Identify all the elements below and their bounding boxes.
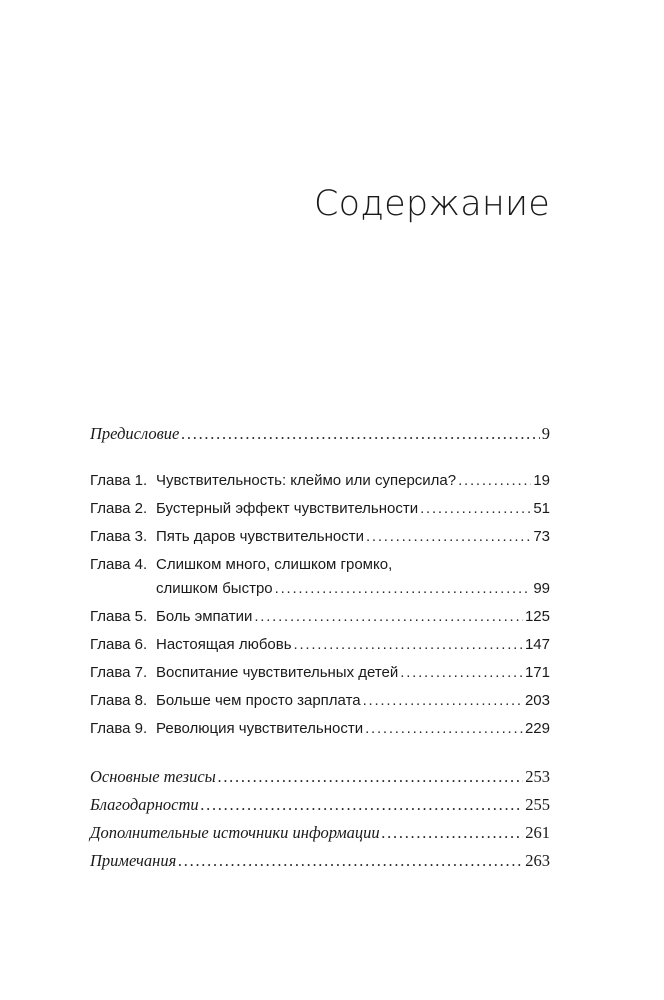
leader-dots (275, 577, 532, 601)
leader-dots (420, 497, 531, 521)
toc-entry-chapter-6[interactable] (90, 629, 550, 657)
toc-entry-title: Дополнительные источники информации (90, 823, 380, 842)
toc-entry-title: Примечания (90, 851, 177, 870)
chapter-label: Глава 7. (90, 664, 148, 681)
toc-entry-chapter-9[interactable] (90, 713, 550, 741)
chapter-page: 147 (524, 636, 550, 653)
leader-dots (458, 469, 531, 493)
toc-entry-notes[interactable] (90, 845, 550, 873)
chapter-title: Больше чем просто зарплата (156, 692, 361, 709)
toc-entry-resources[interactable] (90, 817, 550, 845)
toc-entry-chapter-8[interactable] (90, 685, 550, 713)
toc-entry-title: Благодарности (90, 795, 199, 814)
chapter-title-line-1: Слишком много, слишком громко, (156, 556, 393, 573)
leader-dots (294, 633, 523, 657)
leader-dots (218, 765, 523, 789)
chapter-page: 99 (533, 580, 550, 597)
chapter-label: Глава 8. (90, 692, 148, 709)
chapter-label: Глава 5. (90, 608, 148, 625)
chapter-title: Чувствительность: клеймо или суперсила? (156, 472, 457, 489)
chapter-title-line-2: слишком быстро (156, 580, 273, 597)
leader-dots (201, 793, 524, 817)
toc-entry-chapter-4[interactable] (90, 549, 550, 601)
leader-dots (366, 525, 531, 549)
chapter-label: Глава 9. (90, 720, 148, 737)
leader-dots (382, 821, 524, 845)
toc-entry-acknowledgements[interactable] (90, 789, 550, 817)
chapter-page: 203 (524, 692, 550, 709)
toc-entry-page: 263 (525, 851, 550, 870)
chapter-title: Настоящая любовь (156, 636, 292, 653)
leader-dots (365, 717, 523, 741)
chapter-title: Воспитание чувствительных детей (156, 664, 399, 681)
toc-entry-page: 253 (525, 767, 550, 786)
chapter-title: Бустерный эффект чувствительности (156, 500, 419, 517)
leader-dots (363, 689, 523, 713)
toc-entry-page: 9 (541, 424, 550, 443)
chapter-title: Пять даров чувствительности (156, 528, 364, 545)
chapter-label: Глава 2. (90, 500, 148, 517)
chapter-label: Глава 3. (90, 528, 148, 545)
chapter-page: 73 (533, 528, 550, 545)
table-of-contents (90, 418, 550, 873)
toc-entry-page: 261 (525, 823, 550, 842)
chapter-page: 19 (533, 472, 550, 489)
toc-entry-page: 255 (525, 795, 550, 814)
leader-dots (178, 849, 523, 873)
toc-entry-chapter-3[interactable] (90, 521, 550, 549)
toc-entry-title: Основные тезисы (90, 767, 216, 786)
chapter-title: Революция чувствительности (156, 720, 364, 737)
leader-dots (254, 605, 523, 629)
toc-entry-chapter-5[interactable] (90, 601, 550, 629)
chapter-page: 229 (524, 720, 550, 737)
chapter-page: 171 (524, 664, 550, 681)
toc-entry-preface[interactable] (90, 418, 550, 446)
chapter-page: 125 (524, 608, 550, 625)
page-title: Содержание (313, 184, 550, 224)
toc-entry-chapter-1[interactable] (90, 465, 550, 493)
chapter-label: Глава 6. (90, 636, 148, 653)
toc-entry-key-points[interactable] (90, 761, 550, 789)
leader-dots (400, 661, 523, 685)
leader-dots (181, 422, 539, 446)
toc-entry-chapter-7[interactable] (90, 657, 550, 685)
chapter-label: Глава 4. (90, 556, 148, 573)
chapter-page: 51 (533, 500, 550, 517)
toc-entry-title: Предисловие (90, 424, 180, 443)
chapter-label: Глава 1. (90, 472, 148, 489)
chapter-title: Боль эмпатии (156, 608, 253, 625)
toc-entry-chapter-2[interactable] (90, 493, 550, 521)
